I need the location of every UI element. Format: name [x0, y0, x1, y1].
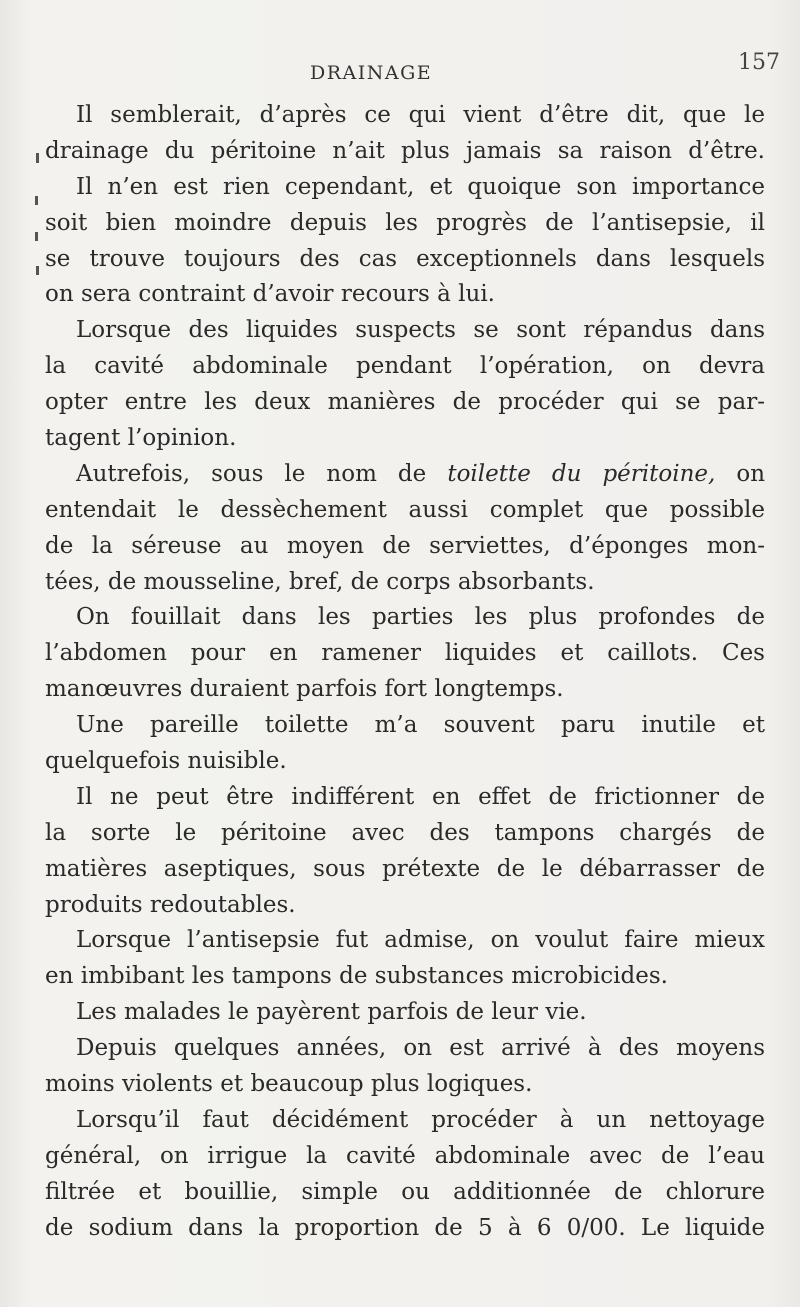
- text-line: en imbibant les tampons de substances microbicides.: [45, 963, 668, 990]
- text-line: Il n’en est rien cependant, et quoique son importance: [76, 173, 765, 200]
- margin-mark: [36, 266, 39, 275]
- text-line: filtrée et bouillie, simple ou additionnée de chlorure: [45, 1178, 765, 1205]
- text-line: Lorsqu’il faut décidément procéder à un nettoyage: [76, 1106, 765, 1133]
- margin-mark: [35, 196, 38, 205]
- text-line: on sera contraint d’avoir recours à lui.: [45, 281, 495, 308]
- page-number: 157: [738, 50, 780, 75]
- running-title: DRAINAGE: [310, 62, 433, 84]
- text-line: tagent l’opinion.: [45, 425, 237, 452]
- text-line: quelquefois nuisible.: [45, 748, 287, 775]
- text-line: [45, 457, 765, 493]
- text-line: opter entre les deux manières de procéder qui se par-: [45, 389, 765, 416]
- text-line: manœuvres duraient parfois fort longtemps.: [45, 676, 564, 703]
- text-line: de sodium dans la proportion de 5 à 6 0/00. Le liquide: [45, 1214, 765, 1241]
- text-line: entendait le dessèchement aussi complet que possible: [45, 496, 765, 523]
- italic-term: toilette du péritoine,: [447, 460, 716, 487]
- text-line: moins violents et beaucoup plus logiques.: [45, 1071, 533, 1098]
- text-line: général, on irrigue la cavité abdominale avec de l’eau: [45, 1142, 765, 1169]
- text-line: produits redoutables.: [45, 891, 296, 918]
- text-line: Lorsque l’antisepsie fut admise, on voulut faire mieux: [76, 927, 765, 954]
- text-segment: on: [736, 460, 766, 487]
- text-line: Une pareille toilette m’a souvent paru inutile et: [76, 712, 765, 739]
- body-text: [45, 98, 765, 1247]
- text-segment: Autrefois, sous le nom de: [76, 460, 427, 487]
- text-line: la cavité abdominale pendant l’opération, on devra: [45, 353, 765, 380]
- text-line: Lorsque des liquides suspects se sont répandus dans: [76, 317, 765, 344]
- text-line: la sorte le péritoine avec des tampons chargés de: [45, 819, 765, 846]
- text-line: matières aseptiques, sous prétexte de le débarrasser de: [45, 855, 765, 882]
- text-line: de la séreuse au moyen de serviettes, d’éponges mon-: [45, 532, 765, 559]
- margin-mark: [35, 232, 38, 241]
- text-line: l’abdomen pour en ramener liquides et caillots. Ces: [45, 640, 765, 667]
- text-line: soit bien moindre depuis les progrès de l’antisepsie, il: [45, 209, 765, 236]
- text-line: Les malades le payèrent parfois de leur vie.: [76, 999, 587, 1026]
- text-line: se trouve toujours des cas exceptionnels dans lesquels: [45, 245, 765, 272]
- text-line: drainage du péritoine n’ait plus jamais sa raison d’être.: [45, 137, 765, 164]
- text-line: tées, de mousseline, bref, de corps absorbants.: [45, 568, 595, 595]
- text-line: Depuis quelques années, on est arrivé à des moyens: [76, 1035, 765, 1062]
- text-line: Il ne peut être indifférent en effet de frictionner de: [76, 783, 765, 810]
- text-line: Il semblerait, d’après ce qui vient d’être dit, que le: [76, 102, 765, 128]
- margin-mark: [36, 153, 39, 163]
- text-line: On fouillait dans les parties les plus profondes de: [76, 604, 765, 631]
